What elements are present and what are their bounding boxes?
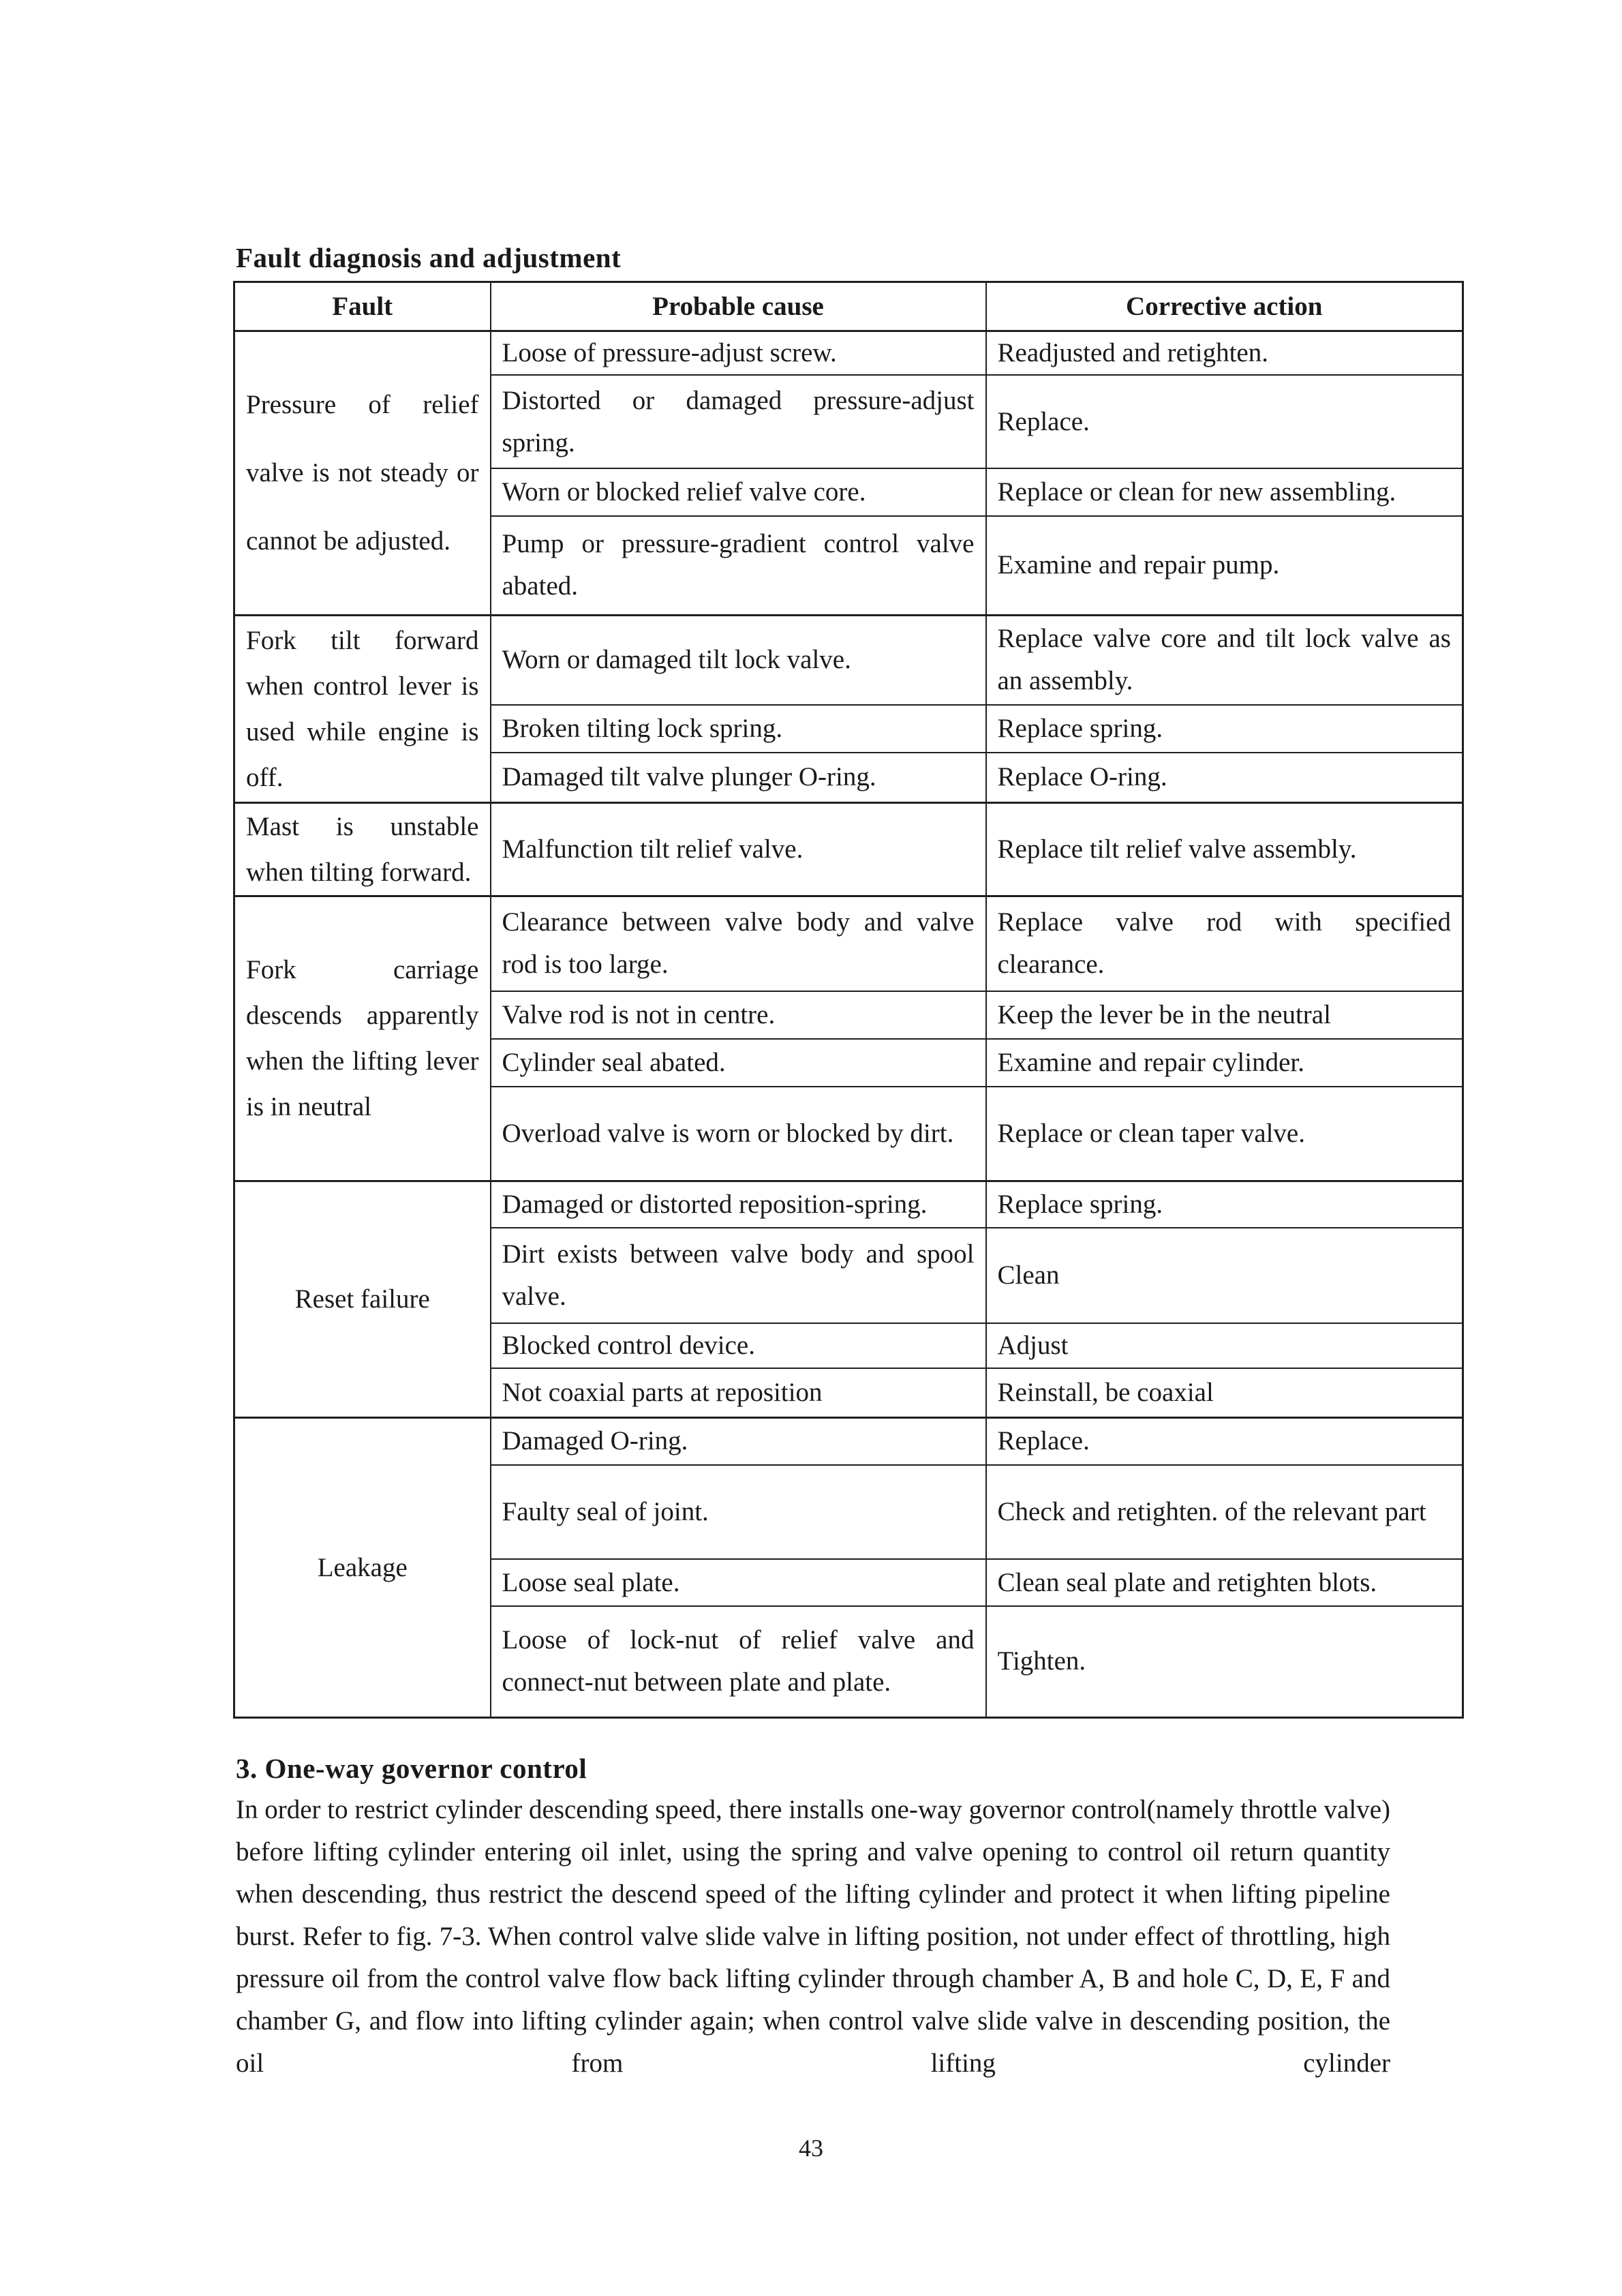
action-cell: Replace spring. [986,705,1463,753]
fault-cell: Reset failure [234,1181,491,1417]
action-cell: Replace valve core and tilt lock valve as an assembly. [986,615,1463,705]
table-row [234,896,1463,991]
action-cell: Examine and repair pump. [986,516,1463,615]
action-cell: Clean seal plate and retighten blots. [986,1559,1463,1606]
cause-cell: Damaged O-ring. [491,1417,986,1465]
action-cell: Replace valve rod with specified clearance. [986,896,1463,991]
action-cell: Readjusted and retighten. [986,331,1463,376]
action-cell: Replace or clean for new assembling. [986,468,1463,516]
cause-cell: Overload valve is worn or blocked by dirt. [491,1087,986,1181]
action-cell: Tighten. [986,1606,1463,1717]
cause-cell: Worn or damaged tilt lock valve. [491,615,986,705]
action-cell: Clean [986,1228,1463,1323]
cause-cell: Valve rod is not in centre. [491,991,986,1039]
column-header-corrective-action: Corrective action [986,282,1463,331]
fault-cell: Pressure of relief valve is not steady or cannot be adjusted. [234,331,491,616]
action-cell: Replace tilt relief valve assembly. [986,802,1463,896]
action-cell: Replace. [986,1417,1463,1465]
cause-cell: Loose of lock-nut of relief valve and connect-nut between plate and plate. [491,1606,986,1717]
table-row [234,1417,1463,1465]
action-cell: Replace spring. [986,1181,1463,1228]
column-header-probable-cause: Probable cause [491,282,986,331]
cause-cell: Clearance between valve body and valve rod is too large. [491,896,986,991]
action-cell: Check and retighten. of the relevant part [986,1465,1463,1559]
action-cell: Keep the lever be in the neutral [986,991,1463,1039]
cause-cell: Distorted or damaged pressure-adjust spring. [491,375,986,468]
cause-cell: Broken tilting lock spring. [491,705,986,753]
cause-cell: Not coaxial parts at reposition [491,1368,986,1417]
fault-cell: Leakage [234,1417,491,1717]
cause-cell: Malfunction tilt relief valve. [491,802,986,896]
action-cell: Replace O-ring. [986,753,1463,802]
table-row [234,615,1463,705]
table-row [234,331,1463,376]
action-cell: Examine and repair cylinder. [986,1039,1463,1087]
table-row [234,802,1463,896]
action-cell: Replace. [986,375,1463,468]
cause-cell: Blocked control device. [491,1323,986,1368]
fault-cell: Fork carriage descends apparently when the lifting lever is in neutral [234,896,491,1181]
page-number: 43 [799,2134,823,2162]
table-row [234,1181,1463,1228]
body-paragraph: In order to restrict cylinder descending speed, there installs one-way governor control(namely throttle valve) before lifting cylinder entering oil inlet, using the spring and valve opening to control oil return quantity when descending, thus restrict the descend speed of the lifting cylinder and protect it when lifting pipeline burst. Refer to fig. 7-3. When control valve slide valve in lifting position, not under effect of throttling, high pressure oil from the control valve flow back lifting cylinder through chamber A, B and hole C, D, E, F and chamber G, and flow into lifting cylinder again; when control valve slide valve in descending position, the oil from lifting cylinder [236,1795,1390,2078]
fault-diagnosis-table [233,281,1464,1719]
page-title: Fault diagnosis and adjustment [236,242,622,273]
cause-cell: Loose of pressure-adjust screw. [491,331,986,376]
action-cell: Reinstall, be coaxial [986,1368,1463,1417]
cause-cell: Cylinder seal abated. [491,1039,986,1087]
cause-cell: Dirt exists between valve body and spool valve. [491,1228,986,1323]
cause-cell: Damaged tilt valve plunger O-ring. [491,753,986,802]
table-header-row [234,282,1463,331]
cause-cell: Damaged or distorted reposition-spring. [491,1181,986,1228]
fault-cell: Mast is unstable when tilting forward. [234,802,491,896]
column-header-fault: Fault [234,282,491,331]
cause-cell: Pump or pressure-gradient control valve abated. [491,516,986,615]
cause-cell: Faulty seal of joint. [491,1465,986,1559]
action-cell: Adjust [986,1323,1463,1368]
cause-cell: Loose seal plate. [491,1559,986,1606]
action-cell: Replace or clean taper valve. [986,1087,1463,1181]
section-heading: 3. One-way governor control [236,1753,587,1784]
cause-cell: Worn or blocked relief valve core. [491,468,986,516]
fault-cell: Fork tilt forward when control lever is used while engine is off. [234,615,491,802]
